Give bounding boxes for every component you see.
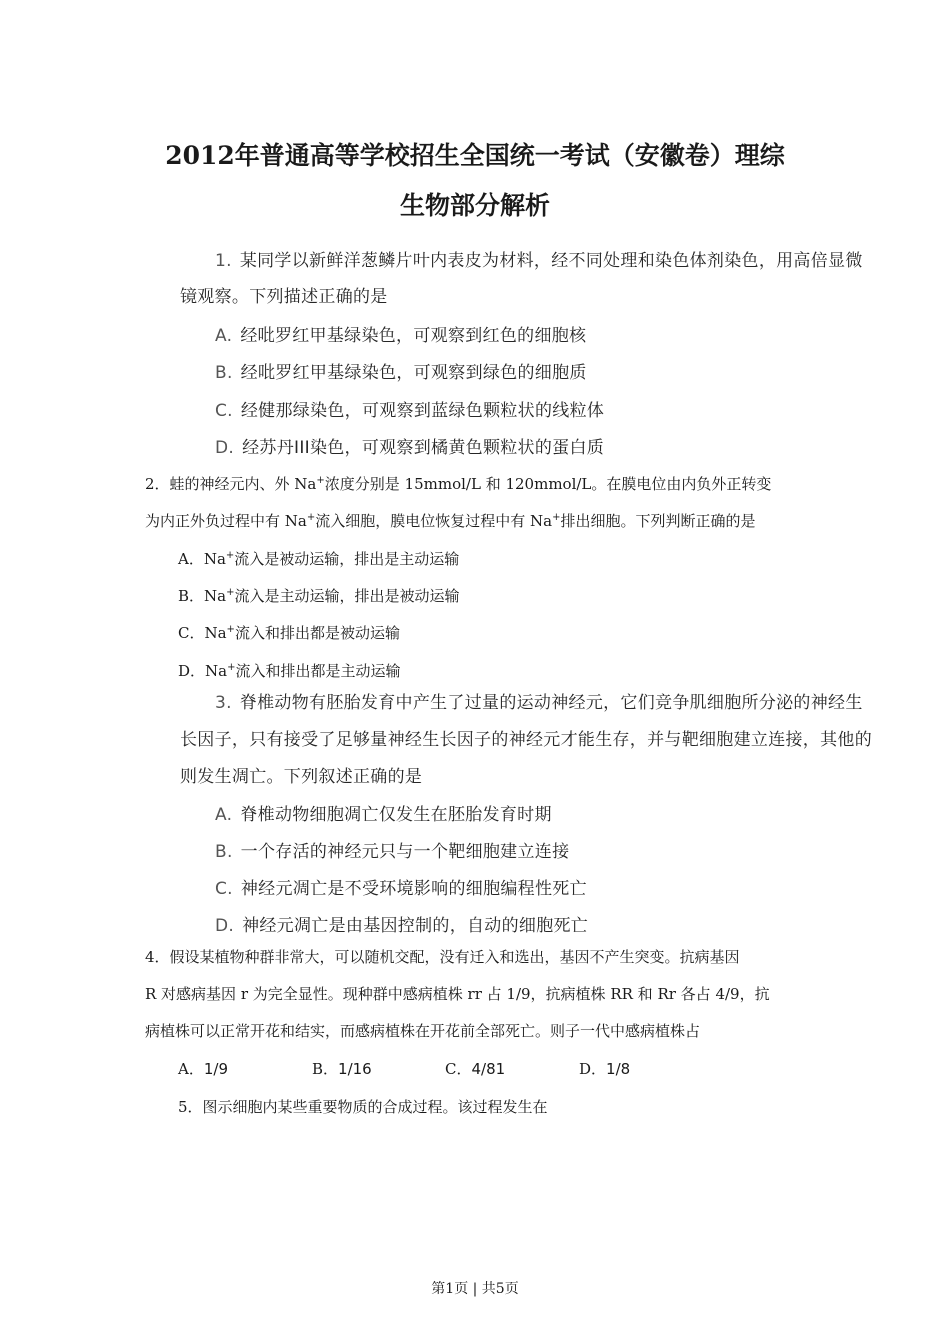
question-2-stem-line2: 为内正外负过程中有 Na+流入细胞，膜电位恢复过程中有 Na+排出细胞。下列判断正确的是 [145, 512, 756, 530]
question-3-stem-line2: 长因子，只有接受了足够量神经生长因子的神经元才能生存，并与靶细胞建立连接，其他的 [180, 730, 872, 750]
question-4-stem-line2: R 对感病基因 r 为完全显性。现种群中感病植株 rr 占 1/9，抗病植株 RR 和 Rr 各占 4/9，抗 [145, 985, 770, 1003]
question-2-option-d: D．Na+流入和排出都是主动运输 [178, 662, 401, 680]
question-3-stem-line1: 3. 脊椎动物有胚胎发育中产生了过量的运动神经元，它们竞争肌细胞所分泌的神经生 [215, 693, 863, 713]
question-3-option-a: A. 脊椎动物细胞凋亡仅发生在胚胎发育时期 [215, 805, 552, 825]
document-subtitle: 生物部分解析 [399, 191, 550, 220]
question-1-option-d: D. 经苏丹III染色，可观察到橘黄色颗粒状的蛋白质 [215, 438, 605, 458]
question-2-option-a: A．Na+流入是被动运输，排出是主动运输 [178, 550, 460, 568]
question-number: 1. [215, 251, 232, 271]
question-5-stem: 5．图示细胞内某些重要物质的合成过程。该过程发生在 [178, 1098, 548, 1116]
question-1-option-b: B. 经吡罗红甲基绿染色，可观察到绿色的细胞质 [215, 363, 587, 383]
document-title: 2012年普通高等学校招生全国统一考试（安徽卷）理综 [165, 141, 785, 170]
question-1-option-a: A. 经吡罗红甲基绿染色，可观察到红色的细胞核 [215, 326, 587, 346]
question-2-option-b: B．Na+流入是主动运输，排出是被动运输 [178, 587, 460, 605]
question-3-option-b: B. 一个存活的神经元只与一个靶细胞建立连接 [215, 842, 570, 862]
question-4-option-d: D．1/8 [579, 1060, 631, 1078]
question-4-stem-line3: 病植株可以正常开花和结实，而感病植株在开花前全部死亡。则子一代中感病植株占 [145, 1022, 701, 1040]
question-4-option-a: A．1/9 [178, 1060, 228, 1078]
question-3-stem-line3: 则发生凋亡。下列叙述正确的是 [180, 767, 423, 787]
question-1-stem-line1: 1. 某同学以新鲜洋葱鳞片叶内表皮为材料，经不同处理和染色体剂染色，用高倍显微 [215, 251, 863, 271]
question-2-stem-line1: 2．蛙的神经元内、外 Na+浓度分别是 15mmol/L 和 120mmol/L。在膜电位由内负外正转变 [145, 475, 772, 493]
question-4-option-c: C．4/81 [445, 1060, 506, 1078]
question-3-option-c: C. 神经元凋亡是不受环境影响的细胞编程性死亡 [215, 879, 587, 899]
page-footer: 第1页 | 共5页 [431, 1281, 519, 1297]
question-1-option-c: C. 经健那绿染色，可观察到蓝绿色颗粒状的线粒体 [215, 401, 605, 421]
question-1-stem-line2: 镜观察。下列描述正确的是 [180, 287, 388, 307]
question-4-option-b: B．1/16 [312, 1060, 372, 1078]
question-3-option-d: D. 神经元凋亡是由基因控制的，自动的细胞死亡 [215, 916, 589, 936]
question-4-stem-line1: 4．假设某植物种群非常大，可以随机交配，没有迁入和选出，基因不产生突变。抗病基因 [145, 948, 740, 966]
question-2-option-c: C．Na+流入和排出都是被动运输 [178, 624, 400, 642]
question-number: 3. [215, 693, 232, 713]
